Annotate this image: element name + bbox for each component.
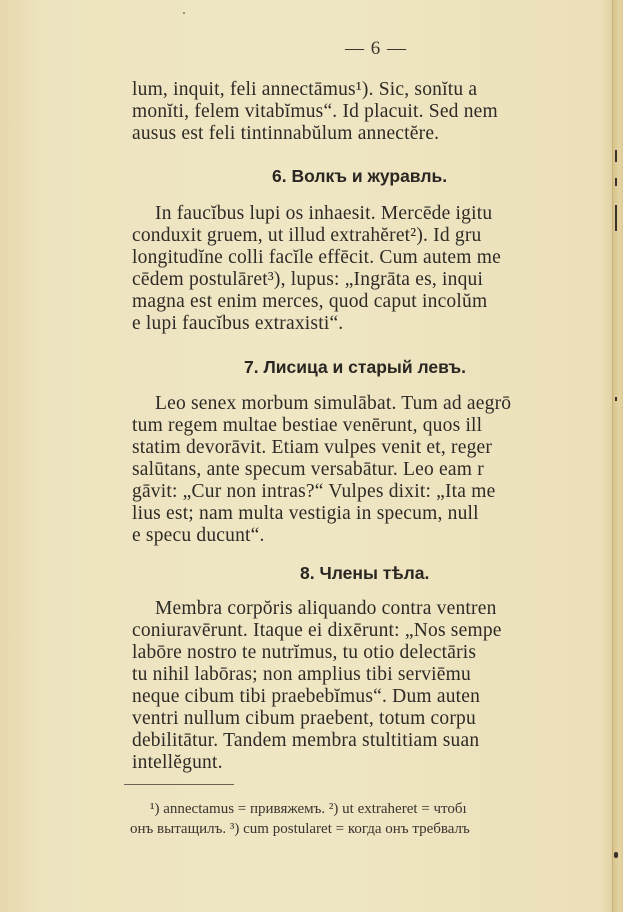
text-line: salūtans, ante specum versabātur. Leo eam r	[132, 459, 484, 480]
text-line: debilitātur. Tandem membra stultitiam suan	[132, 730, 480, 751]
text-line: tu nihil labōras; non amplius tibi serviēmu	[132, 664, 471, 685]
text-line: longitudĭne colli facĭle effēcit. Cum autem me	[132, 247, 501, 268]
edge-mark	[615, 205, 617, 231]
footnote-divider	[124, 784, 234, 785]
footnote-line: онъ вытащилъ. ³) cum postularet = когда онъ требвалъ	[130, 821, 470, 837]
text-line: neque cibum tibi praebebĭmus“. Dum auten	[132, 686, 481, 707]
fable-heading: 8. Члены тѣла.	[300, 563, 430, 583]
text-line: statim devorāvit. Etiam vulpes venit et, reger	[132, 437, 493, 458]
text-line: intellĕgunt.	[132, 752, 223, 773]
text-line: monĭti, felem vitabĭmus“. Id placuit. Sed nem	[132, 101, 498, 122]
fable-heading: 6. Волкъ и журавль.	[272, 166, 448, 186]
text-line: lius est; nam multa vestigia in specum, null	[132, 503, 479, 524]
edge-mark	[615, 150, 617, 162]
text-line: coniuravērunt. Itaque ei dixērunt: „Nos sempe	[132, 620, 502, 641]
text-line: ausus est feli tintinnabŭlum annectĕre.	[132, 123, 440, 144]
text-line: ventri nullum cibum praebent, totum corpu	[132, 708, 476, 729]
page-number: — 6 —	[345, 38, 407, 59]
edge-mark	[614, 852, 618, 858]
text-line: magna est enim merces, quod caput incolŭm	[132, 291, 488, 312]
text-line: cēdem postulāret³), lupus: „Ingrāta es, inqui	[132, 269, 484, 290]
text-line: conduxit gruem, ut illud extrahĕret²). Id gru	[132, 225, 482, 246]
text-line: labōre nostro te nutrĭmus, tu otio delectāris	[132, 642, 477, 663]
edge-mark	[615, 397, 617, 401]
scan-speck	[183, 12, 185, 14]
text-line: e specu ducunt“.	[132, 525, 265, 546]
edge-mark	[615, 178, 617, 186]
footnote-line: ¹) annectamus = привяжемъ. ²) ut extraheret = чтобı	[150, 801, 467, 817]
text-line: e lupi faucĭbus extraxisti“.	[132, 313, 344, 334]
text-line: In faucĭbus lupi os inhaesit. Mercēde igitu	[155, 203, 493, 224]
text-line: gāvit: „Cur non intras?“ Vulpes dixit: „Ita me	[132, 481, 496, 502]
text-line: tum regem multae bestiae venērunt, quos ill	[132, 415, 483, 436]
text-line: lum, inquit, feli annectāmus¹). Sic, sonĭtu a	[132, 79, 478, 100]
fable-heading: 7. Лисица и старый левъ.	[244, 357, 467, 377]
text-line: Membra corpŏris aliquando contra ventren	[155, 598, 497, 619]
text-line: Leo senex morbum simulābat. Tum ad aegrō	[155, 393, 512, 414]
